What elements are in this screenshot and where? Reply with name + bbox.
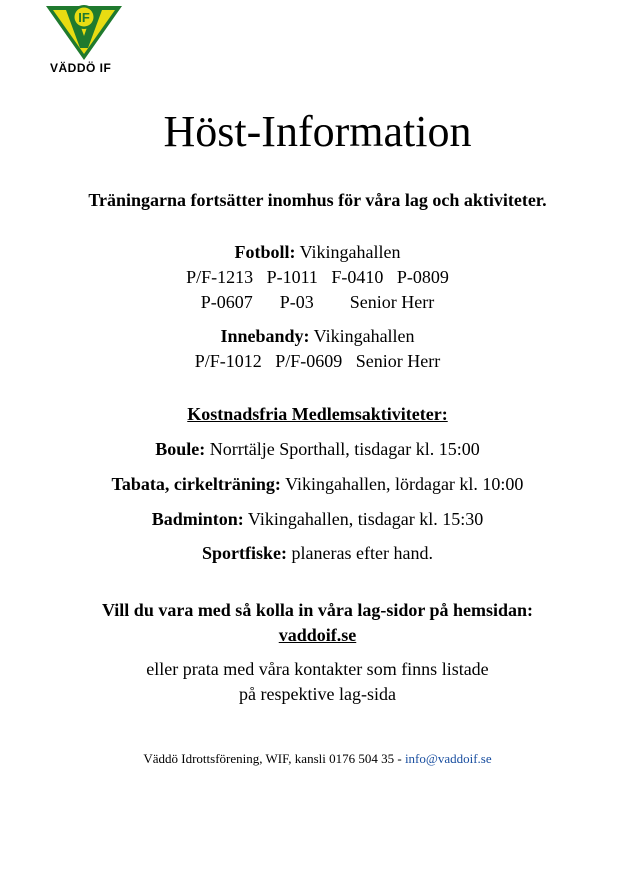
activity-details: Vikingahallen, lördagar kl. 10:00: [280, 474, 524, 494]
intro-text: [0, 188, 635, 212]
innebandy-teams-row-1: P/F-1012 P/F-0609 Senior Herr: [194, 351, 441, 371]
activity-label: Tabata, cirkelträning:: [111, 474, 281, 494]
activity-badminton: [0, 507, 635, 531]
footer-email-link[interactable]: info@vaddoif.se: [404, 751, 492, 766]
activity-sportfiske: [0, 541, 635, 565]
innebandy-place: Vikingahallen: [309, 326, 415, 346]
activity-boule: [0, 437, 635, 461]
logo-mark: IF: [78, 10, 90, 25]
activity-details: planeras efter hand.: [287, 543, 433, 563]
fotboll-heading: [0, 240, 635, 264]
footer: [0, 750, 635, 768]
free-activities-title: Kostnadsfria Medlemsaktiviteter:: [187, 404, 448, 424]
activity-details: Norrtälje Sporthall, tisdagar kl. 15:00: [205, 439, 480, 459]
fotboll-teams-row-2: P-0607 P-03 Senior Herr: [200, 292, 435, 312]
fotboll-place: Vikingahallen: [295, 242, 401, 262]
cta-website-line: [0, 623, 635, 647]
footer-text: Väddö Idrottsförening, WIF, kansli 0176 504 35 -: [143, 751, 405, 766]
innebandy-label: Innebandy:: [220, 326, 310, 346]
free-activities-heading: [0, 402, 635, 426]
fotboll-teams-row-1: P/F-1213 P-1011 F-0410 P-0809: [186, 267, 449, 287]
activity-label: Boule:: [155, 439, 206, 459]
page-title: Höst-Information: [163, 107, 472, 156]
website-link[interactable]: vaddoif.se: [278, 625, 357, 645]
fotboll-label: Fotboll:: [234, 242, 296, 262]
cta-bold: Vill du vara med så kolla in våra lag-sidor på hemsidan:: [101, 600, 534, 620]
vaddo-if-shield-icon: [44, 2, 124, 64]
cta-line-3: på respektive lag-sida: [239, 684, 396, 704]
innebandy-heading: [0, 324, 635, 348]
cta-line-1: [0, 598, 635, 622]
cta-line-2: eller prata med våra kontakter som finns listade: [146, 659, 489, 679]
intro-bold: Träningarna fortsätter inomhus för våra lag och aktiviteter.: [88, 190, 547, 210]
activity-label: Sportfiske:: [202, 543, 288, 563]
activity-tabata: [0, 472, 635, 496]
logo-text: VÄDDÖ IF: [50, 61, 112, 75]
activity-details: Vikingahallen, tisdagar kl. 15:30: [243, 509, 484, 529]
activity-label: Badminton:: [151, 509, 244, 529]
